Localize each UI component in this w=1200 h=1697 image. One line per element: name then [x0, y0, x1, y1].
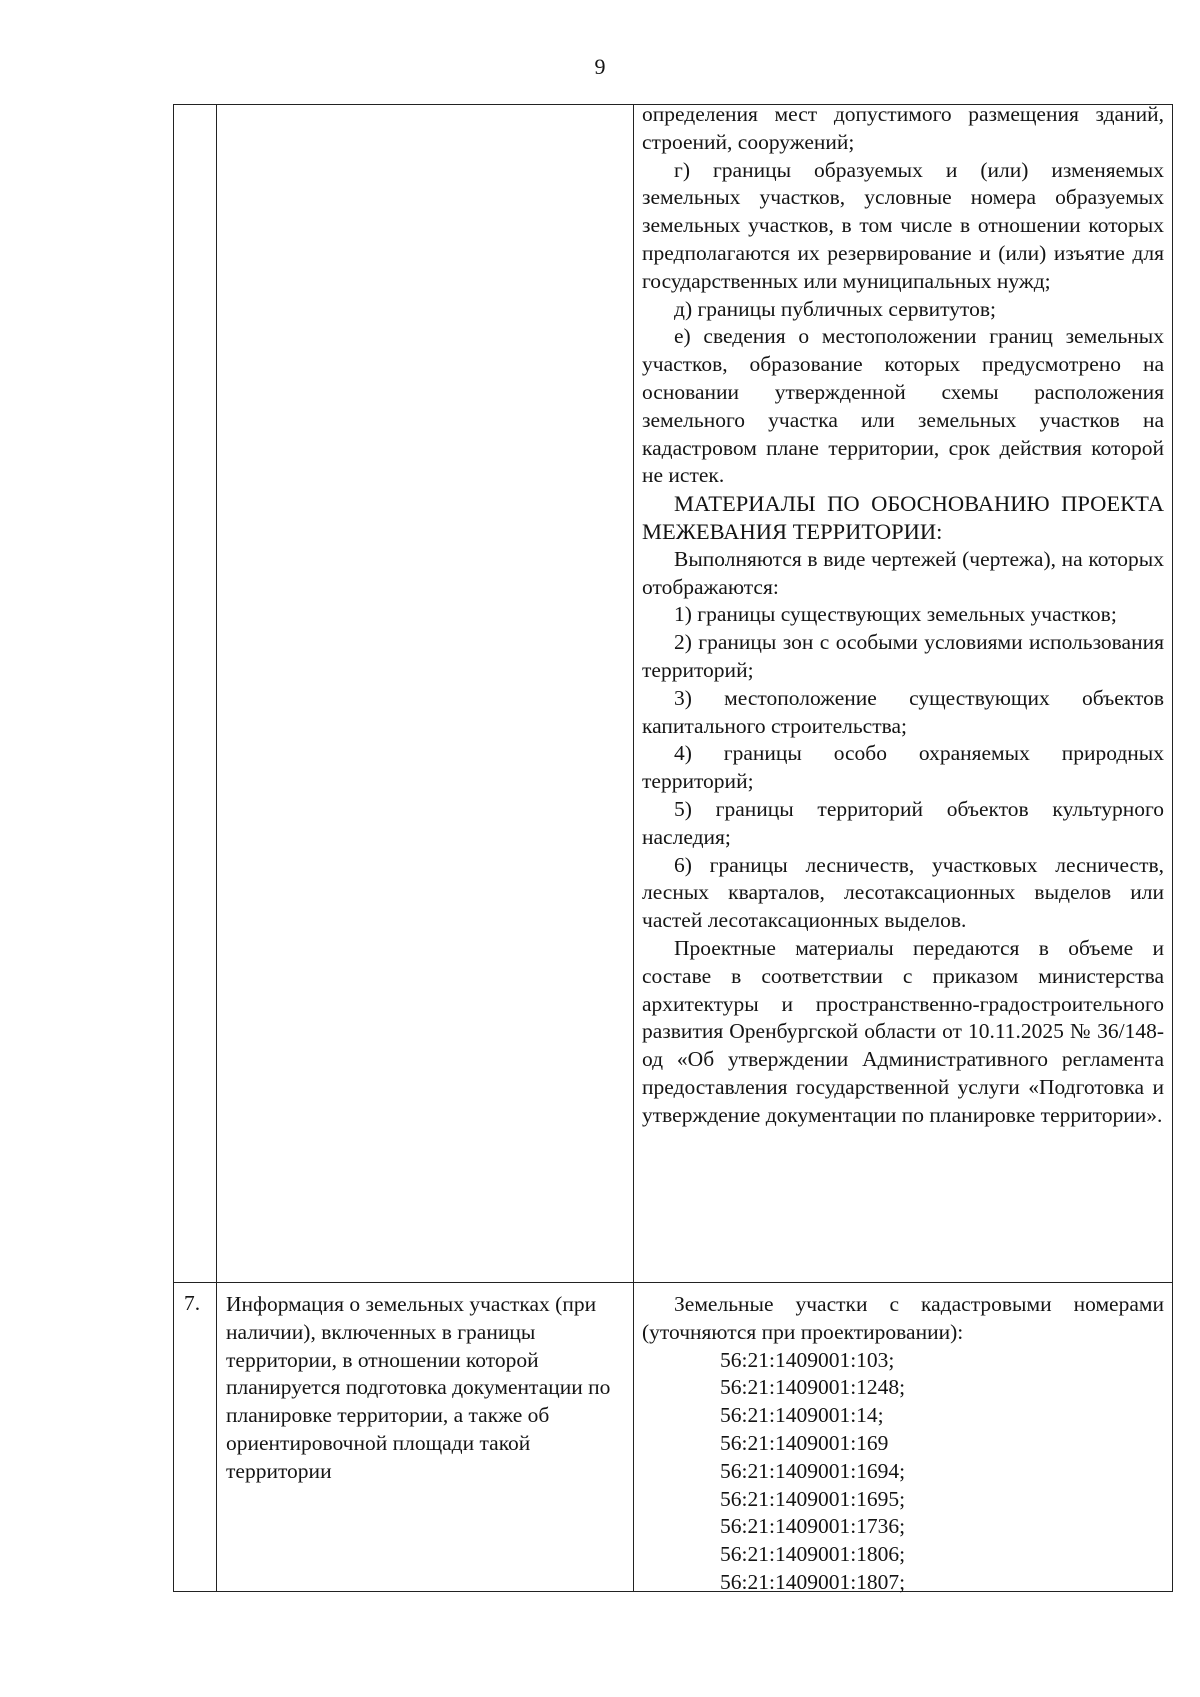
paragraph: Проектные материалы передаются в объеме и составе в соответствии с приказом министерства архитектуры и пространственно-градостроительного развития Оренбургской области от 10.11.2025 № 36/148-од «Об утверждении Административного регламента предоставления государственной услуги «Подготовка и утверждение документации по планировке территории». [642, 935, 1164, 1127]
cadastral-number: 56:21:1409001:14; [720, 1403, 884, 1428]
cadastral-number: 56:21:1409001:1695; [720, 1486, 906, 1511]
paragraph: Земельные участки с кадастровыми номерами (уточняются при проектировании): [642, 1292, 1164, 1344]
list-item: 4) границы особо охраняемых природных территорий; [642, 741, 1164, 794]
list-item: 2) границы зон с особыми условиями использования территорий; [642, 630, 1164, 682]
section-heading: МАТЕРИАЛЫ ПО ОБОСНОВАНИЮ ПРОЕКТА МЕЖЕВАНИЯ ТЕРРИТОРИИ: [642, 491, 1164, 544]
list-item: 5) границы территорий объектов культурного наследия; [642, 796, 1164, 849]
paragraph: е) сведения о местоположении границ земельных участков, образование которых предусмотрено на основании утвержденной схемы расположения земельного участка или земельных участков на кадастровом плане территории, срок действия которой не истек. [642, 324, 1164, 488]
cadastral-number: 56:21:1409001:1248; [720, 1375, 906, 1400]
row6-content-cell [642, 101, 1164, 1129]
cadastral-number: 56:21:1409001:1806; [720, 1542, 906, 1567]
requirements-table [173, 104, 1173, 1592]
cadastral-number: 56:21:1409001:103; [720, 1347, 895, 1372]
list-item: 1) границы существующих земельных участков; [674, 602, 1117, 627]
cadastral-number: 56:21:1409001:1807; [720, 1569, 906, 1594]
cadastral-number: 56:21:1409001:169 [720, 1430, 889, 1455]
cadastral-number: 56:21:1409001:1736; [720, 1514, 906, 1539]
row-divider [174, 1282, 1172, 1283]
row7-content-cell [642, 1291, 1164, 1597]
list-item: 3) местоположение существующих объектов капитального строительства; [642, 685, 1164, 738]
paragraph: г) границы образуемых и (или) изменяемых земельных участков, условные номера образуемых земельных участков, в том числе в отношении которых предполагаются их резервирование и (или) изъятие для государственных или муниципальных нужд; [642, 157, 1164, 293]
column-divider-number [216, 105, 217, 1591]
paragraph: Выполняются в виде чертежей (чертежа), на которых отображаются: [642, 546, 1164, 599]
row-number: 7. [184, 1291, 201, 1315]
column-divider-content [633, 105, 634, 1591]
paragraph: д) границы публичных сервитутов; [674, 296, 997, 321]
row7-description: Информация о земельных участках (при наличии), включенных в границы территории, в отношении которой планируется подготовка документации по планировке территории, а также об ориентировочной площади такой территории [226, 1292, 611, 1483]
cadastral-number: 56:21:1409001:1694; [720, 1458, 906, 1483]
list-item: 6) границы лесничеств, участковых лесничеств, лесных кварталов, лесотаксационных выделов или частей лесотаксационных выделов. [642, 852, 1164, 933]
paragraph: определения мест допустимого размещения зданий, строений, сооружений; [642, 102, 1164, 154]
page-number: 9 [594, 54, 606, 79]
